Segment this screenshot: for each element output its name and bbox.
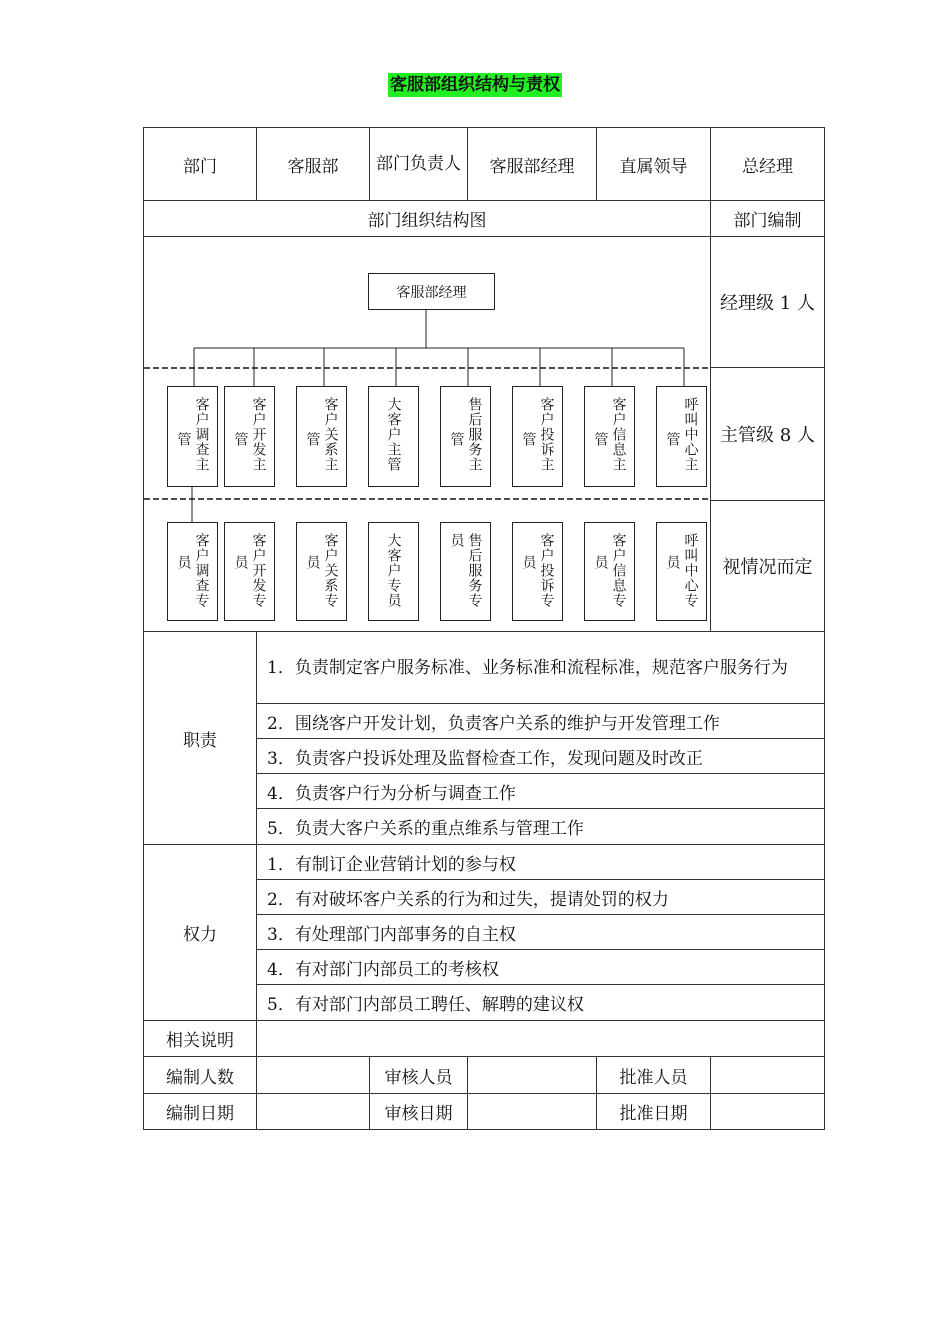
org-chart-cell xyxy=(144,237,711,632)
responsibility-table xyxy=(143,127,825,1130)
supervisor-box: 大客户主管 xyxy=(368,386,419,487)
dept-value: 客服部 xyxy=(257,128,370,201)
specialist-box: 大客户专员 xyxy=(368,522,419,621)
duty-item: 1．负责制定客户服务标准、业务标准和流程标准，规范客户服务行为 xyxy=(257,632,825,704)
supervisor-box: 客户信息主 管 xyxy=(584,386,635,487)
reviewer-value xyxy=(468,1057,597,1094)
power-row xyxy=(144,845,825,880)
power-item: 1．有制订企业营销计划的参与权 xyxy=(257,845,825,880)
approver-value xyxy=(711,1057,825,1094)
notes-row xyxy=(144,1021,825,1057)
direct-leader-label: 直属领导 xyxy=(597,128,711,201)
supervisor-box: 客户开发主 管 xyxy=(224,386,275,487)
org-chart-label: 部门组织结构图 xyxy=(144,201,711,237)
staffing-label: 部门编制 xyxy=(711,201,825,237)
supervisor-box: 售后服务主 管 xyxy=(440,386,491,487)
power-item: 4．有对部门内部员工的考核权 xyxy=(257,950,825,985)
supervisor-box: 客户调查主 管 xyxy=(167,386,218,487)
document-title xyxy=(0,70,950,95)
powers-label: 权力 xyxy=(144,845,257,1021)
staff-count-label: 编制人数 xyxy=(144,1057,257,1094)
notes-label: 相关说明 xyxy=(144,1021,257,1057)
dept-label: 部门 xyxy=(144,128,257,201)
specialist-box: 客户信息专 员 xyxy=(584,522,635,621)
signoff-row xyxy=(144,1057,825,1094)
staffing-manager: 经理级 1 人 xyxy=(711,237,825,368)
duty-row xyxy=(144,632,825,704)
specialist-box: 客户关系专 员 xyxy=(296,522,347,621)
supervisor-box: 客户关系主 管 xyxy=(296,386,347,487)
staffing-supervisor: 主管级 8 人 xyxy=(711,368,825,500)
supervisor-box: 客户投诉主 管 xyxy=(512,386,563,487)
specialist-box: 售后服务专 员 xyxy=(440,522,491,621)
prepare-date-label: 编制日期 xyxy=(144,1094,257,1130)
dept-head-label: 部门负责人 xyxy=(370,128,468,201)
date-row xyxy=(144,1094,825,1130)
duty-item: 3．负责客户投诉处理及监督检查工作，发现问题及时改正 xyxy=(257,739,825,774)
header-row xyxy=(144,128,825,201)
specialist-box: 客户投诉专 员 xyxy=(512,522,563,621)
power-item: 2．有对破坏客户关系的行为和过失，提请处罚的权力 xyxy=(257,880,825,915)
duty-item: 2．围绕客户开发计划，负责客户关系的维护与开发管理工作 xyxy=(257,704,825,739)
specialist-box: 客户调查专 员 xyxy=(167,522,218,621)
manager-box: 客服部经理 xyxy=(368,273,495,310)
approver-label: 批准人员 xyxy=(597,1057,711,1094)
specialist-box: 呼叫中心专 员 xyxy=(656,522,707,621)
org-chart-header-row xyxy=(144,201,825,237)
power-item: 3．有处理部门内部事务的自主权 xyxy=(257,915,825,950)
org-manager-row xyxy=(144,237,825,368)
staffing-specialist: 视情况而定 xyxy=(711,500,825,631)
staff-count-value xyxy=(257,1057,370,1094)
duty-item: 5．负责大客户关系的重点维系与管理工作 xyxy=(257,809,825,845)
dept-head-value: 客服部经理 xyxy=(468,128,597,201)
duty-item: 4．负责客户行为分析与调查工作 xyxy=(257,774,825,809)
org-chart xyxy=(144,237,710,631)
notes-value xyxy=(257,1021,825,1057)
power-item: 5．有对部门内部员工聘任、解聘的建议权 xyxy=(257,985,825,1021)
approve-date-value xyxy=(711,1094,825,1130)
review-date-label: 审核日期 xyxy=(370,1094,468,1130)
document-title-text: 客服部组织结构与责权 xyxy=(390,75,560,95)
reviewer-label: 审核人员 xyxy=(370,1057,468,1094)
prepare-date-value xyxy=(257,1094,370,1130)
specialist-box: 客户开发专 员 xyxy=(224,522,275,621)
direct-leader-value: 总经理 xyxy=(711,128,825,201)
approve-date-label: 批准日期 xyxy=(597,1094,711,1130)
duties-label: 职责 xyxy=(144,632,257,845)
review-date-value xyxy=(468,1094,597,1130)
supervisor-box: 呼叫中心主 管 xyxy=(656,386,707,487)
